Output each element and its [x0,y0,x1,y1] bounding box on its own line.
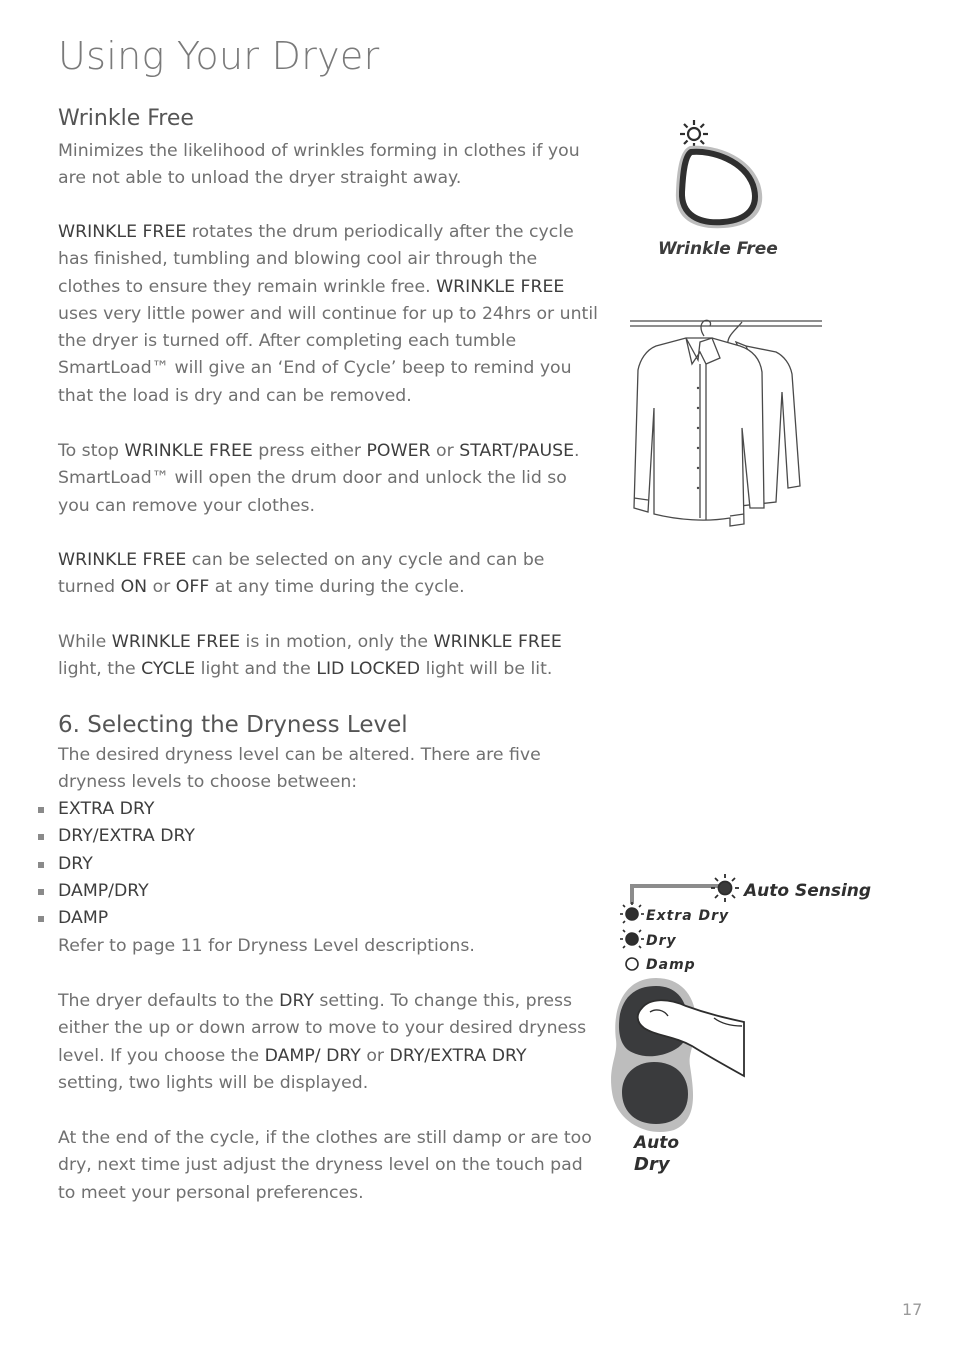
shirts-on-rail-illustration [626,312,826,534]
dryness-level-list [38,796,195,932]
page-title: Using Your Dryer [58,34,380,78]
light-on-icon [680,120,708,148]
dryness-heading: 6. Selecting the Dryness Level [58,712,408,738]
dryness-paragraph-1: The dryer defaults to the DRY setting. To change this, press either the up or down arrow to move to your desired dryness level. If you choose the DAMP/ DRY or DRY/EXTRA DRY setting, two lights will be displayed. [58,991,587,1093]
auto-label: Auto [634,1133,680,1153]
dry-label: Dry [646,933,677,949]
bullet-icon [38,807,44,813]
damp-label: Damp [646,957,696,973]
bullet-icon [38,862,44,868]
wrinkle-free-button-illustration [650,116,790,264]
extra-dry-label: Extra Dry [646,908,730,924]
wrinkle-free-button-label: Wrinkle Free [658,239,778,259]
auto-dry-label: Dry [634,1154,670,1175]
page-number: 17 [902,1300,923,1319]
list-item: DAMP [38,905,195,932]
wrinkle-free-paragraph-1: WRINKLE FREE rotates the drum periodically after the cycle has finished, tumbling and blowing cool air through the clothes to ensure they remain wrinkle free. WRINKLE FREE uses very little power and will continue for up to 24hrs or until the dryer is turned off. After completing each tumble SmartLoad™ will give an ‘End of Cycle’ beep to remind you that the load is dry and can be removed. [58,222,598,406]
dryness-intro: The desired dryness level can be altered. There are five dryness levels to choose between: [58,745,541,793]
bullet-icon [38,834,44,840]
dry-light-icon [620,930,644,948]
dryness-refer: Refer to page 11 for Dryness Level descriptions. [58,936,475,956]
list-item: DRY [38,851,195,878]
wrinkle-free-paragraph-4: While WRINKLE FREE is in motion, only the WRINKLE FREE light, the CYCLE light and the LID LOCKED light will be lit. [58,632,562,680]
bullet-icon [38,916,44,922]
list-item: DRY/EXTRA DRY [38,823,195,850]
wrinkle-free-intro: Minimizes the likelihood of wrinkles forming in clothes if you are not able to unload the dryer straight away. [58,141,580,189]
down-arrow-button[interactable] [622,1062,688,1124]
wrinkle-free-paragraph-2: To stop WRINKLE FREE press either POWER or START/PAUSE. SmartLoad™ will open the drum door and unlock the lid so you can remove your clothes. [58,441,580,516]
auto-sensing-label: Auto Sensing [744,881,872,901]
bullet-icon [38,889,44,895]
extra-dry-light-icon [620,902,644,923]
list-item: DAMP/DRY [38,878,195,905]
wrinkle-free-paragraph-3: WRINKLE FREE can be selected on any cycle and can be turned ON or OFF at any time during the cycle. [58,550,545,598]
list-item: EXTRA DRY [38,796,195,823]
dryness-panel-illustration [604,870,876,1176]
dryness-paragraph-2: At the end of the cycle, if the clothes are still damp or are too dry, next time just adjust the dryness level on the touch pad to meet your personal preferences. [58,1128,592,1203]
wrinkle-free-heading: Wrinkle Free [58,106,194,131]
damp-light-icon [626,958,638,970]
